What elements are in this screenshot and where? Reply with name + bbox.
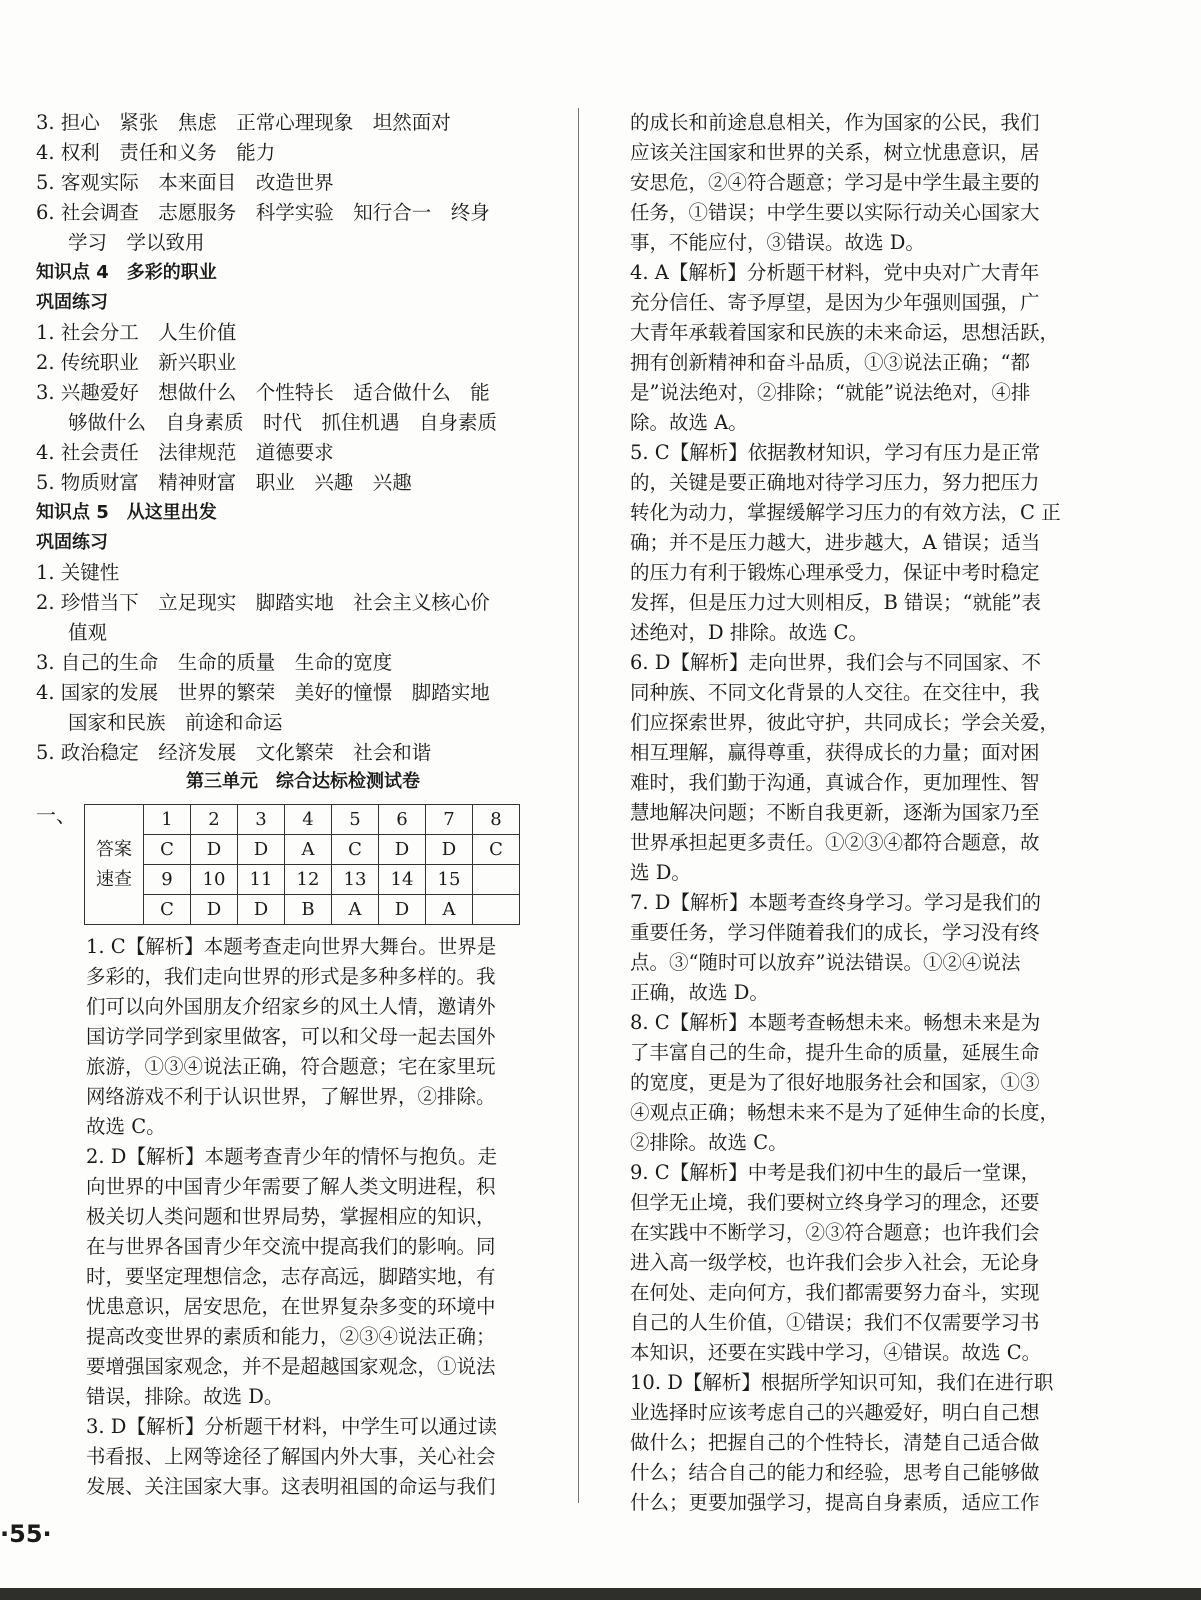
table-cell: 6	[379, 805, 426, 835]
table-cell: 13	[332, 865, 379, 895]
text-line: 旅游，①③④说法正确，符合题意；宅在家里玩	[86, 1055, 496, 1078]
text-line: 8. C【解析】本题考查畅想未来。畅想未来是为	[630, 1011, 1041, 1034]
table-cell: 7	[426, 805, 473, 835]
text-line: 4. A【解析】分析题干材料，党中央对广大青年	[630, 261, 1040, 284]
text-line: 1. C【解析】本题考查走向世界大舞台。世界是	[86, 935, 497, 958]
table-label: 速查	[85, 865, 144, 925]
text-line: 难时，我们勤于沟通，真诚合作，更加理性、智	[630, 771, 1040, 794]
table-cell: 4	[285, 805, 332, 835]
table-cell: D	[238, 895, 285, 925]
text-line: 但学无止境，我们要树立终身学习的理念，还要	[630, 1191, 1040, 1214]
text-line: 故选 C。	[86, 1115, 166, 1138]
text-line: 向世界的中国青少年需要了解人类文明进程，积	[86, 1175, 496, 1198]
table-cell: 3	[238, 805, 285, 835]
answer-line: 学习 学以致用	[68, 231, 205, 254]
text-line: 世界承担起更多责任。①②③④都符合题意，故	[630, 831, 1040, 854]
text-line: 错误，排除。故选 D。	[86, 1385, 284, 1408]
text-line: 的，关键是要正确地对待学习压力，努力把压力	[630, 471, 1040, 494]
table-cell: 10	[191, 865, 238, 895]
text-line: 述绝对，D 排除。故选 C。	[630, 621, 868, 644]
text-line: 拥有创新精神和奋斗品质，①③说法正确；“都	[630, 351, 1030, 374]
answer-line: 5. 客观实际 本来面目 改造世界	[36, 171, 334, 194]
answer-line: 3. 自己的生命 生命的质量 生命的宽度	[36, 651, 393, 674]
left-column	[36, 108, 550, 1502]
text-line: 重要任务，学习伴随着我们的成长，学习没有终	[630, 921, 1040, 944]
table-mark: 一、	[36, 803, 76, 827]
table-cell: C	[332, 835, 379, 865]
table-cell: 11	[238, 865, 285, 895]
answer-line: 2. 珍惜当下 立足现实 脚踏实地 社会主义核心价	[36, 591, 490, 614]
text-line: 极关切人类问题和世界局势，掌握相应的知识，	[86, 1205, 496, 1228]
text-line: ④观点正确；畅想未来不是为了延伸生命的长度，	[630, 1101, 1060, 1124]
text-line: 7. D【解析】本题考查终身学习。学习是我们的	[630, 891, 1041, 914]
text-line: 自己的人生价值，①错误；我们不仅需要学习书	[630, 1311, 1040, 1334]
table-cell: D	[191, 895, 238, 925]
text-line: 在与世界各国青少年交流中提高我们的影响。同	[86, 1235, 496, 1258]
text-line: 转化为动力，掌握缓解学习压力的有效方法，C 正	[630, 501, 1061, 524]
answer-line: 1. 关键性	[36, 561, 120, 584]
answer-line: 3. 担心 紧张 焦虑 正常心理现象 坦然面对	[36, 111, 451, 134]
text-line: 进入高一级学校，也许我们会步入社会，无论身	[630, 1251, 1040, 1274]
text-line: 国访学同学到家里做客，可以和父母一起去国外	[86, 1025, 496, 1048]
text-line: ②排除。故选 C。	[630, 1131, 788, 1154]
table-cell: B	[285, 895, 332, 925]
text-line: 业选择时应该考虑自己的兴趣爱好，明白自己想	[630, 1401, 1040, 1424]
text-line: 5. C【解析】依据教材知识，学习有压力是正常	[630, 441, 1041, 464]
text-line: 安思危，②④符合题意；学习是中学生最主要的	[630, 171, 1040, 194]
answer-table-wrap	[36, 800, 550, 932]
exam-title: 第三单元 综合达标检测试卷	[186, 771, 420, 792]
table-cell: A	[285, 835, 332, 865]
table-cell: D	[379, 835, 426, 865]
scan-edge	[0, 1588, 1201, 1600]
section-subtitle: 巩固练习	[36, 292, 108, 313]
section-title: 知识点 4 多彩的职业	[36, 262, 217, 283]
text-line: 确；并不是压力越大，进步越大，A 错误；适当	[630, 531, 1041, 554]
table-cell: D	[191, 835, 238, 865]
text-line: 忧患意识，居安思危，在世界复杂多变的环境中	[86, 1295, 496, 1318]
text-line: 在何处、走向何方，我们都需要努力奋斗，实现	[630, 1281, 1040, 1304]
section-subtitle: 巩固练习	[36, 532, 108, 553]
text-line: 什么；更要加强学习，提高自身素质，适应工作	[630, 1491, 1040, 1514]
section-title: 知识点 5 从这里出发	[36, 502, 217, 523]
table-cell: A	[426, 895, 473, 925]
answer-line: 够做什么 自身素质 时代 抓住机遇 自身素质	[68, 411, 498, 434]
text-line: 慧地解决问题；不断自我更新，逐渐为国家乃至	[630, 801, 1040, 824]
table-cell: 2	[191, 805, 238, 835]
text-line: 网络游戏不利于认识世界，了解世界，②排除。	[86, 1085, 496, 1108]
text-line: 做什么；把握自己的个性特长，清楚自己适合做	[630, 1431, 1040, 1454]
text-line: 本知识，还要在实践中学习，④错误。故选 C。	[630, 1341, 1042, 1364]
text-line: 什么；结合自己的能力和经验，思考自己能够做	[630, 1461, 1040, 1484]
text-line: 选 D。	[630, 861, 691, 884]
text-line: 的宽度，更是为了很好地服务社会和国家，①③	[630, 1071, 1040, 1094]
table-cell	[473, 895, 520, 925]
text-line: 充分信任、寄予厚望，是因为少年强则国强，广	[630, 291, 1040, 314]
text-line: 在实践中不断学习，②③符合题意；也许我们会	[630, 1221, 1040, 1244]
table-cell: 12	[285, 865, 332, 895]
answer-line: 6. 社会调查 志愿服务 科学实验 知行合一 终身	[36, 201, 490, 224]
text-line: 了丰富自己的生命，提升生命的质量，延展生命	[630, 1041, 1040, 1064]
text-line: 10. D【解析】根据所学知识可知，我们在进行职	[630, 1371, 1054, 1394]
text-line: 相互理解，赢得尊重，获得成长的力量；面对困	[630, 741, 1040, 764]
table-cell: 9	[144, 865, 191, 895]
right-column	[630, 108, 1108, 1518]
text-line: 发挥，但是压力过大则相反，B 错误；“就能”表	[630, 591, 1041, 614]
answer-line: 国家和民族 前途和命运	[68, 711, 283, 734]
text-line: 正确，故选 D。	[630, 981, 769, 1004]
text-line: 提高改变世界的素质和能力，②③④说法正确；	[86, 1325, 496, 1348]
answer-line: 2. 传统职业 新兴职业	[36, 351, 237, 374]
text-line: 6. D【解析】走向世界，我们会与不同国家、不	[630, 651, 1041, 674]
answer-line: 4. 社会责任 法律规范 道德要求	[36, 441, 334, 464]
analysis-block	[36, 932, 550, 1502]
text-line: 点。③“随时可以放弃”说法错误。①②④说法	[630, 951, 1021, 974]
text-line: 多彩的，我们走向世界的形式是多种多样的。我	[86, 965, 496, 988]
answer-line: 3. 兴趣爱好 想做什么 个性特长 适合做什么 能	[36, 381, 490, 404]
answer-line: 1. 社会分工 人生价值	[36, 321, 237, 344]
text-line: 的成长和前途息息相关，作为国家的公民，我们	[630, 111, 1040, 134]
text-line: 发展、关注国家大事。这表明祖国的命运与我们	[86, 1475, 496, 1498]
text-line: 们应探索世界，彼此守护，共同成长；学会关爱，	[630, 711, 1060, 734]
text-line: 时，要坚定理想信念，志存高远，脚踏实地，有	[86, 1265, 496, 1288]
text-line: 书看报、上网等途径了解国内外大事，关心社会	[86, 1445, 496, 1468]
table-cell: D	[238, 835, 285, 865]
table-cell: C	[144, 835, 191, 865]
table-label: 答案	[85, 805, 144, 865]
text-line: 大青年承载着国家和民族的未来命运，思想活跃，	[630, 321, 1060, 344]
answer-table	[84, 804, 520, 925]
text-line: 的压力有利于锻炼心理承受力，保证中考时稳定	[630, 561, 1040, 584]
text-line: 3. D【解析】分析题干材料，中学生可以通过读	[86, 1415, 497, 1438]
text-line: 任务，①错误；中学生要以实际行动关心国家大	[630, 201, 1040, 224]
table-cell	[473, 865, 520, 895]
answer-line: 5. 政治稳定 经济发展 文化繁荣 社会和谐	[36, 741, 432, 764]
text-line: 事，不能应付，③错误。故选 D。	[630, 231, 925, 254]
table-cell: 14	[379, 865, 426, 895]
table-cell: A	[332, 895, 379, 925]
text-line: 同种族、不同文化背景的人交往。在交往中，我	[630, 681, 1040, 704]
table-cell: 1	[144, 805, 191, 835]
text-line: 9. C【解析】中考是我们初中生的最后一堂课，	[630, 1161, 1041, 1184]
text-line: 应该关注国家和世界的关系，树立忧患意识，居	[630, 141, 1040, 164]
answer-line: 5. 物质财富 精神财富 职业 兴趣 兴趣	[36, 471, 412, 494]
table-cell: 8	[473, 805, 520, 835]
table-cell: C	[473, 835, 520, 865]
text-line: 除。故选 A。	[630, 411, 748, 434]
text-line: 要增强国家观念，并不是超越国家观念，①说法	[86, 1355, 496, 1378]
text-line: 是”说法绝对，②排除；“就能”说法绝对，④排	[630, 381, 1031, 404]
text-line: 们可以向外国朋友介绍家乡的风土人情，邀请外	[86, 995, 496, 1018]
table-cell: D	[379, 895, 426, 925]
page-number: ·55·	[0, 1520, 52, 1548]
table-cell: D	[426, 835, 473, 865]
answer-line: 4. 国家的发展 世界的繁荣 美好的憧憬 脚踏实地	[36, 681, 490, 704]
answer-line: 4. 权利 责任和义务 能力	[36, 141, 276, 164]
table-cell: 15	[426, 865, 473, 895]
table-cell: 5	[332, 805, 379, 835]
answer-line: 值观	[68, 621, 108, 644]
text-line: 2. D【解析】本题考查青少年的情怀与抱负。走	[86, 1145, 497, 1168]
table-cell: C	[144, 895, 191, 925]
column-divider	[578, 108, 579, 1503]
